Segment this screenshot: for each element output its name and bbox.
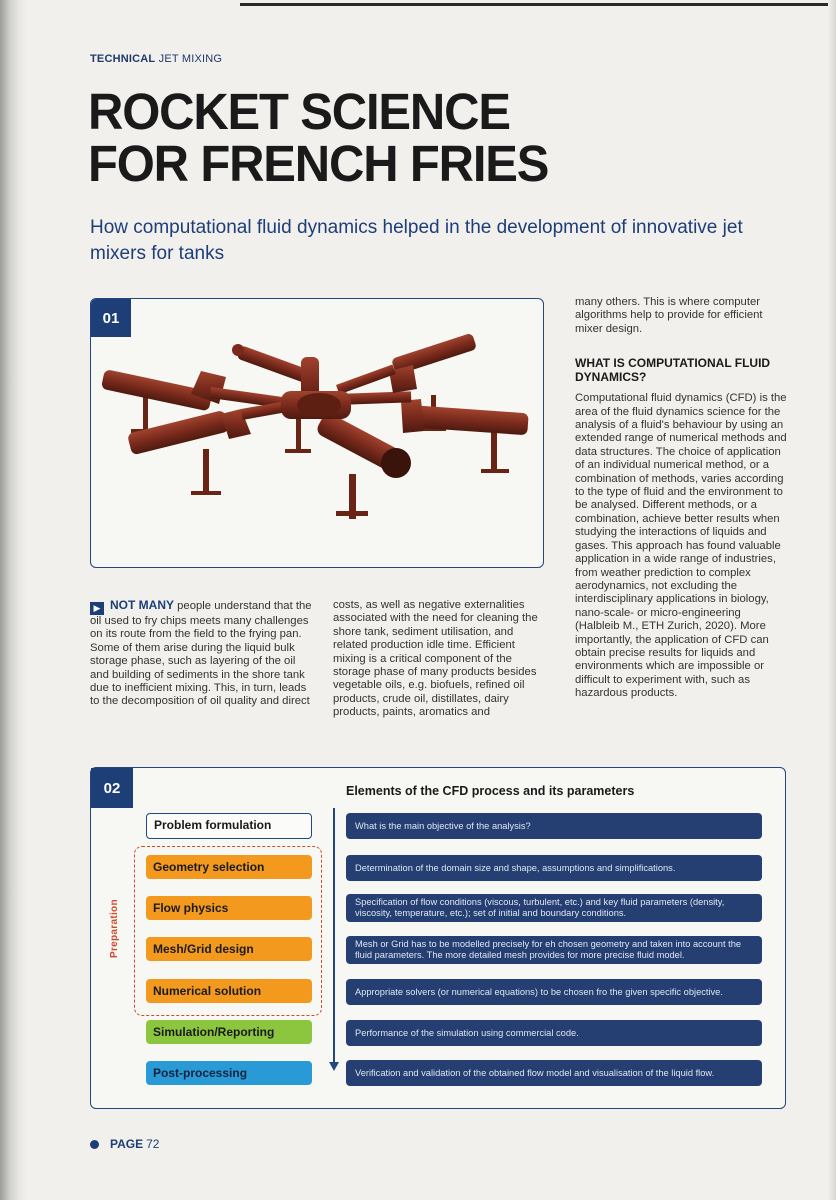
column-3-body: Computational fluid dynamics (CFD) is the area of the fluid dynamics science for the analysis of a fluid's behaviour by using an extended range of numerical methods and data structures. The choice of application of an individual numerical method, or a combination of methods, varies according to the type of fluid and the environment to be analysed. Different methods, or a combination, achieve better results when studying the interactions of liquids and gases. This approach has found valuable application in a wide range of industries, from weather prediction to complex aerodynamics, not excluding the interdisciplinary applications in biology, nano-scale- or micro-engineering (Halbleib M., ETH Zurich, 2020). More importantly, the application of CFD can obtain precise results for liquids and environments which are impossible or difficult to experiment with, such as hazardous products.	[575, 392, 787, 700]
subheadline: How computational fluid dynamics helped in the development of innovative jet mixers for tanks	[90, 217, 743, 264]
desc-problem-formulation: What is the main objective of the analysis?	[346, 813, 762, 839]
process-arrow-line	[333, 808, 335, 1064]
figure-2-title: Elements of the CFD process and its parameters	[346, 784, 635, 798]
desc-geometry-selection: Determination of the domain size and shape, assumptions and simplifications.	[346, 855, 762, 881]
section-tag-bold: TECHNICAL	[90, 53, 156, 65]
page-footer	[90, 1137, 159, 1151]
headline-line-1: ROCKET SCIENCE	[88, 83, 510, 140]
desc-mesh-grid-design: Mesh or Grid has to be modelled precisely for eh chosen geometry and taken into account the fluid parameters. The more detailed mesh provides for more precise fluid model.	[346, 936, 762, 964]
step-geometry-selection: Geometry selection	[146, 855, 312, 879]
preparation-label: Preparation	[109, 899, 120, 958]
headline-line-2: FOR FRENCH FRIES	[88, 135, 549, 192]
body-column-1	[90, 599, 312, 709]
step-simulation-reporting: Simulation/Reporting	[146, 1020, 312, 1044]
page-label: PAGE	[110, 1137, 144, 1151]
desc-simulation-reporting: Performance of the simulation using commercial code.	[346, 1020, 762, 1046]
column-3-intro: many others. This is where computer algorithms help to provide for efficient mixer design.	[575, 296, 763, 335]
body-column-3	[575, 296, 787, 701]
figure-number-02: 02	[91, 768, 133, 808]
page-spine-shadow	[0, 0, 28, 1200]
footer-bullet-icon	[90, 1140, 99, 1149]
body-column-1-text: people understand that the oil used to fry chips meets many challenges on its route from the field to the frying pan. Some of them arise during the liquid bulk storage phase, such as layering of the oil and building of sediments in the shore tank due to inefficient mixing. This, in turn, leads to the decomposition of oil quality and direct	[90, 600, 312, 708]
lead-arrow-icon: ▶	[90, 602, 104, 615]
section-tag	[90, 53, 222, 65]
step-numerical-solution: Numerical solution	[146, 979, 312, 1003]
figure-cfd-process	[90, 767, 786, 1109]
step-post-processing: Post-processing	[146, 1061, 312, 1085]
page-edge	[828, 0, 836, 1200]
headline	[88, 83, 587, 192]
body-column-2: costs, as well as negative externalities associated with the need for cleaning the shore tank, sediment utilisation, and related production idle time. Efficient mixing is a critical component of the storage phase of many products besides vegetable oils, e.g. biofuels, refined oil products, crude oil, distillates, dairy products, paints, aromatics and	[333, 599, 538, 719]
figure-jet-mixer	[90, 298, 544, 568]
figure-number-01: 01	[91, 299, 131, 337]
page-number: 72	[146, 1137, 160, 1151]
step-flow-physics: Flow physics	[146, 896, 312, 920]
section-tag-rest: JET MIXING	[158, 53, 223, 65]
desc-flow-physics: Specification of flow conditions (viscous, turbulent, etc.) and key fluid parameters (density, viscosity, temperature, etc.); set of initial and boundary conditions.	[346, 894, 762, 922]
cfd-heading: WHAT IS COMPUTATIONAL FLUID DYNAMICS?	[575, 356, 771, 385]
lead-word: NOT MANY	[110, 598, 174, 612]
process-arrow-down-icon	[329, 1062, 339, 1071]
step-mesh-grid-design: Mesh/Grid design	[146, 937, 312, 961]
top-rule	[240, 3, 836, 6]
desc-numerical-solution: Appropriate solvers (or numerical equations) to be chosen fro the given specific objective.	[346, 979, 762, 1005]
desc-post-processing: Verification and validation of the obtained flow model and visualisation of the liquid flow.	[346, 1060, 762, 1086]
step-problem-formulation: Problem formulation	[146, 813, 312, 839]
jet-mixer-illustration	[91, 299, 543, 567]
